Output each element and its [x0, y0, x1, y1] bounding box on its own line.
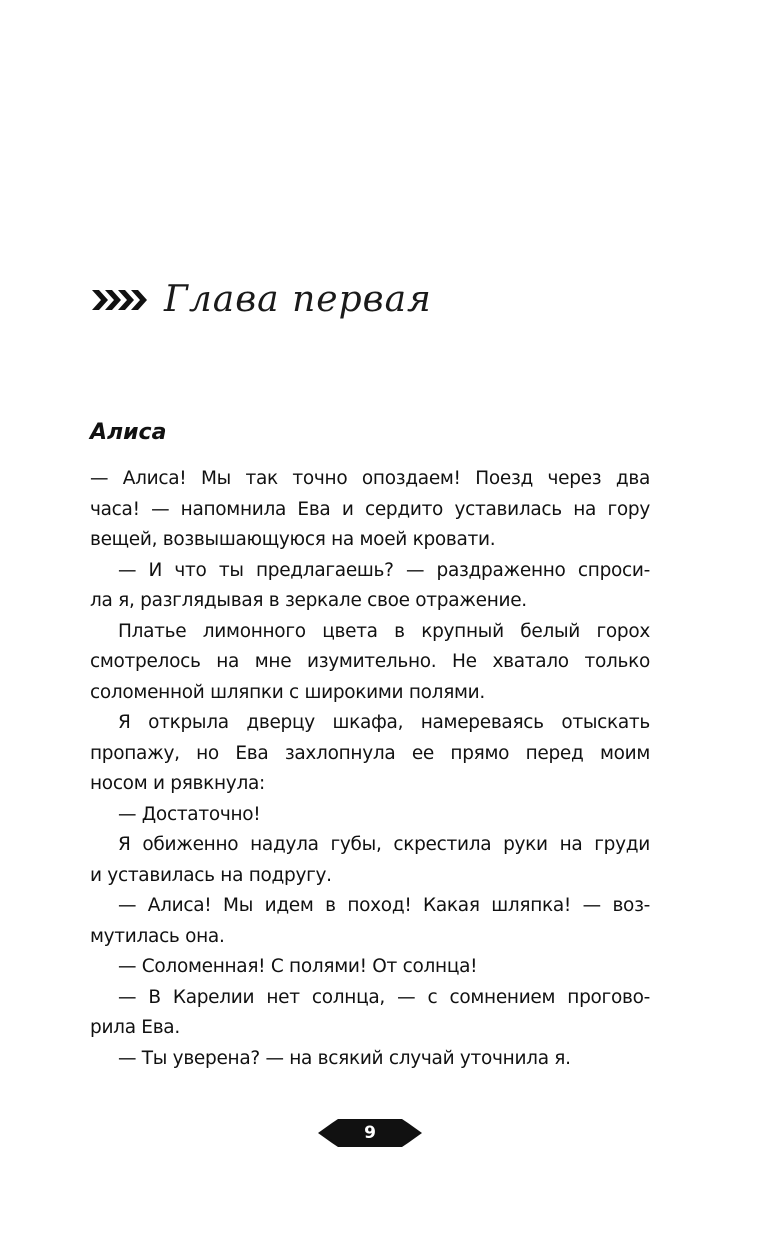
text-line: — И что ты предлагаешь? — раздраженно спроси-	[118, 559, 650, 581]
text-line: — Ты уверена? — на всякий случай уточнила я.	[118, 1047, 571, 1069]
text-line: мутилась она.	[90, 925, 225, 947]
text-line: Я обиженно надула губы, скрестила руки на груди	[118, 834, 650, 855]
text-line: соломенной шляпки с широкими полями.	[90, 681, 485, 703]
body-text	[90, 464, 650, 1074]
text-line: — Достаточно!	[118, 803, 261, 825]
text-line: носом и рявкнула:	[90, 773, 265, 794]
text-line: — Алиса! Мы идем в поход! Какая шляпка! — воз-	[118, 895, 650, 916]
chapter-title: Глава первая	[164, 279, 432, 320]
text-line: Платье лимонного цвета в крупный белый горох	[118, 620, 650, 642]
text-line: — В Карелии нет солнца, — с сомнением прогово-	[118, 986, 650, 1008]
text-line: ла я, разглядывая в зеркале свое отражение.	[90, 590, 527, 611]
text-line: рила Ева.	[90, 1017, 180, 1038]
text-line: вещей, возвышающуюся на моей кровати.	[90, 529, 496, 550]
text-line: и уставилась на подругу.	[90, 864, 332, 886]
chapter-heading	[92, 270, 432, 330]
text-line: смотрелось на мне изумительно. Не хватало только	[90, 651, 650, 672]
text-line: Я открыла дверцу шкафа, намереваясь отыскать	[118, 712, 650, 733]
text-line: пропажу, но Ева захлопнула ее прямо перед моим	[90, 742, 650, 764]
text-line: — Соломенная! С полями! От солнца!	[118, 956, 478, 977]
section-title: Алиса	[90, 420, 167, 445]
text-line: часа! — напомнила Ева и сердито уставилась на гору	[90, 498, 650, 520]
triple-chevron-icon	[92, 288, 152, 312]
page-number: 9	[364, 1123, 376, 1143]
text-line: — Алиса! Мы так точно опоздаем! Поезд через два	[90, 468, 650, 489]
